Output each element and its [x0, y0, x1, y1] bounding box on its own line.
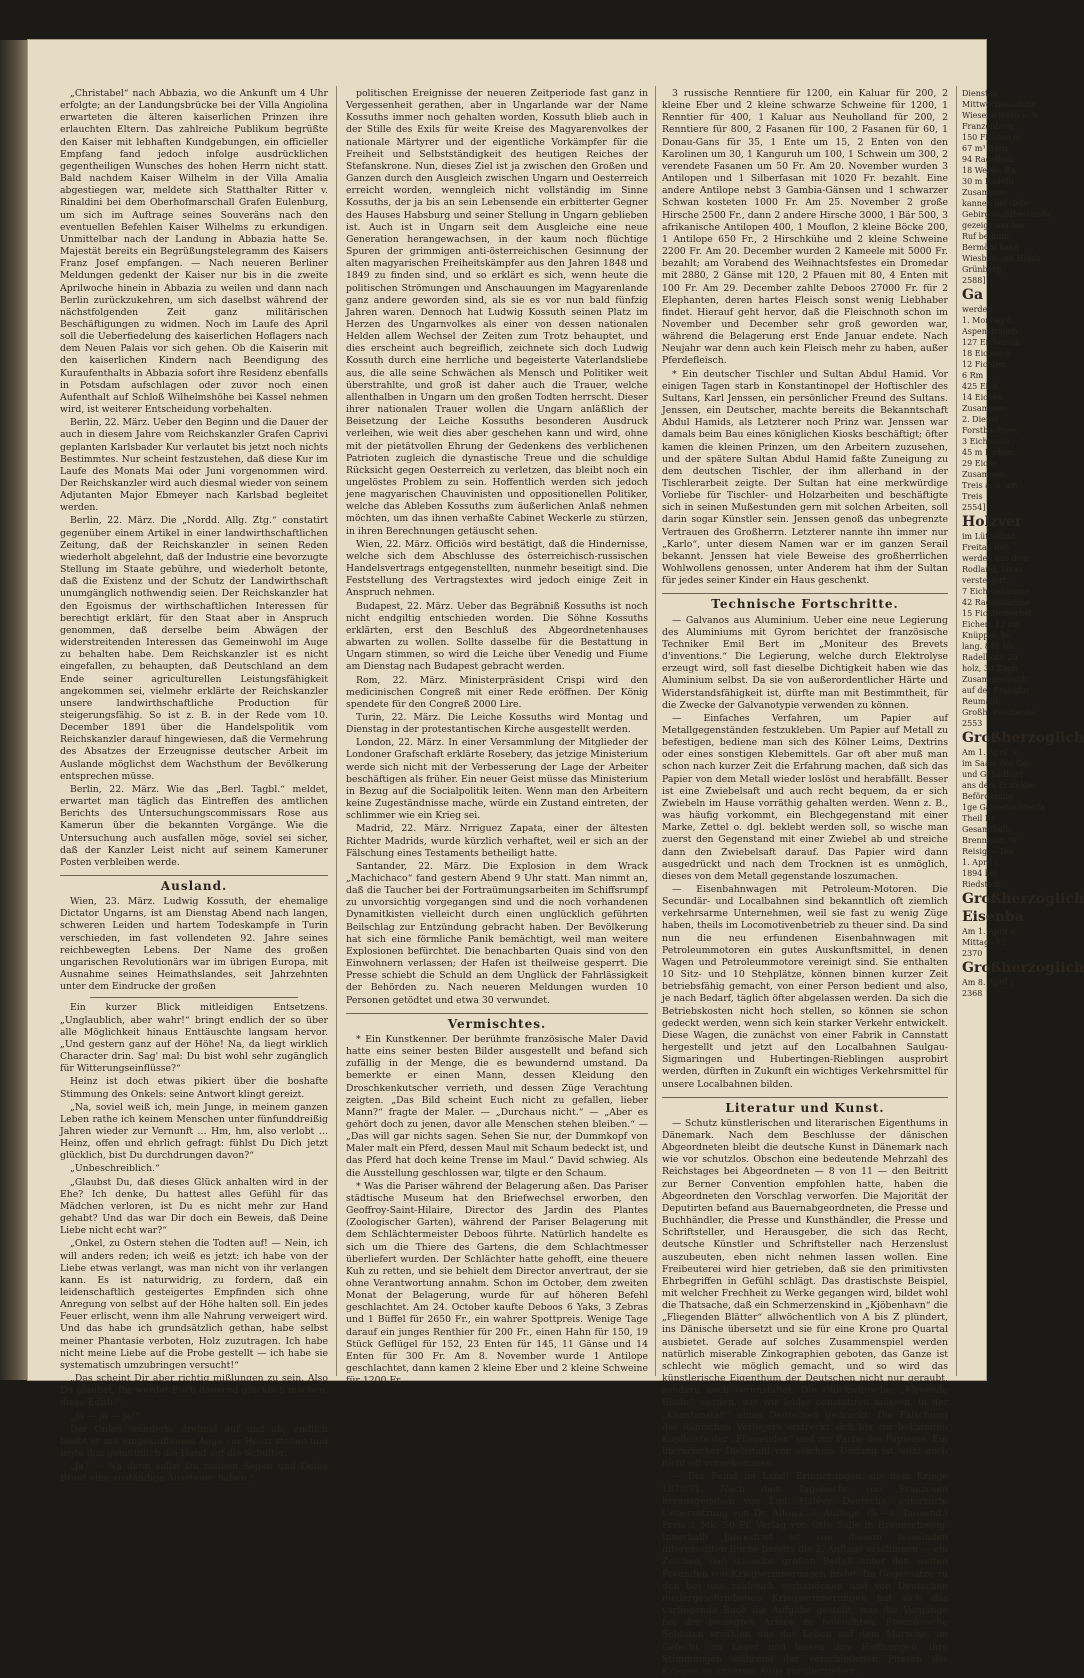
side-column-line: Treis [962, 492, 983, 501]
side-column-line: und Gehädhart [962, 770, 1024, 779]
side-column-line: Reumald. [962, 697, 1001, 706]
side-column-line: 18 Weide; Ra [962, 166, 1016, 175]
side-column-line: 150 Fichten m [962, 133, 1021, 142]
side-column-line: 94 Radelholz [962, 155, 1015, 164]
story-paragraph: „Ja — ja — ja!“ [70, 1410, 140, 1422]
side-column-line: 15 Fichtenberbst [962, 609, 1032, 618]
paragraph: — Schutz künstlerischen und literarischen Eigenthums in Dänemark. Nach dem Beschlusse der dänischen Abgeordneten bleibt die deutsche Kunst in Dänemark nach wie vor schutzlos. Obschon eine bedeutende Mehrzahl des Reichstages bei Abgeordneten — 8 von 11 — den Beitritt zur Berner Convention empfohlen hatte, haben die Abgeordneten den Vorschlag verworfen. Die Majorität der Deputirten befand aus Bauernabgeordneten, die Presse und Buchhändler, die Presse und Kunsthändler, die Presse und Schriftsteller, und Herausgeber, die sich das Recht, deutsche Künstler und Schriftsteller nach Herzenslust auszubeuten, eben nicht nehmen lassen wollen. Eine Freibeuterei wird hier getrieben, daß sie den primitivsten Ehrbegriffen in Gefühl schlägt. Das drastischste Beispiel, mit welcher Frechheit zu Werke gegangen wird, bildet wohl die Thatsache, daß ein Schmerzenskind in „Kjöbenhavn“ die „Fliegenden Blätter“ allwöchentlich von A bis Z plündert, ins Dänische übersetzt und sie für eine Krone pro Quartal ausbietet. Gerade auf solches Zusammenspiel werden natürlich miserable Zinkographien geboten, das Ganze ist schlecht wie möglich gemacht, und so wird das künstlerische Eigenthum der Deutschen nicht nur geraubt, sondern auch verunstaltet. Die Glückwünsche, „Flyvende Blade“ werden, wie wir leider constatiren müssen, in der „Kunstanstalt“ eines Deutschen gedruckt. Die Fälschung des dänischen Verlegers erstreckt sich bis zur bekannten Kopfleiste der „Fliegenden“ und zur Farbe des Papieres. Ein literarischer Diebstahl von solchem Umfang ist wohl noch nicht oft vorgekommen. [662, 1117, 948, 1470]
side-column-line: Grünberg [962, 265, 1002, 274]
side-column-line: 1ge Gänsenachtenfa [962, 803, 1046, 812]
side-column-line: versteigert: [962, 576, 1010, 585]
newspaper-page [28, 40, 1084, 1677]
side-column-line: Mittwochsausfuhr [962, 100, 1036, 109]
side-column-line: 2368 [962, 989, 983, 998]
section-heading-vermischtes: Vermischtes. [346, 1013, 648, 1030]
side-column-line: 29 Eiche [962, 459, 998, 468]
binding-edge [0, 40, 28, 1380]
side-column-line: Wiesenwiesen u. h [962, 111, 1038, 120]
paragraph: Wien, 23. März. Ludwig Kossuth, der ehemalige Dictator Ungarns, ist am Dienstag Abend nach langen, schweren Leiden und hartem Todeskampfe in Turin verschieden, im fast vollendeten 92. Jahre seines reichbewegten Lebens. Der Name des großen ungarischen Revolutionärs war im übrigen Europa, mit Ausnahme seines Heimathslandes, seit Jahrzehnten unter dem Eindrucke der großen [60, 896, 328, 993]
side-column-line: 45 m Eichen [962, 448, 1013, 457]
side-column-line: Brennholz: W [962, 836, 1017, 845]
column-3 [662, 88, 948, 1677]
side-column-line: Großherzoglich [962, 730, 1084, 746]
side-column-line: Am 1. April, v [962, 748, 1018, 757]
paragraph: 3 russische Renntiere für 1200, ein Kaluar für 200, 2 kleine Eber und 2 kleine schwarze Schweine für 1200, 1 Renntier für 400, 1 Kaluar aus Neuholland für 200, 2 Renntiere für 800, 2 Fasanen für 100, 2 Fasanen für 60, 1 Donau-Gans für 35, 1 Ente um 15, 2 Enten von den Karolinen um 30, 1 Kanguruh um 100, 1 Schwein um 300, 2 verendete Fasanen um 50 Fr. Am 20. November wurden 3 Antilopen und 1 Silberfasan mit 1020 Fr. bezahlt. Eine andere Antilope nebst 3 Gambia-Gänsen und 1 schwarzer Schwan kosteten 1000 Fr. Am 25. November 2 große Hirsche 2500 Fr., dann 2 andere Hirsche 3000, 1 Bär 500, 3 afrikanische Antilopen 400, 1 Mouflon, 2 kleine Böcke 200, 1 Antilope 650 Fr., 2 Hirschkühe und 2 kleine Schweine 2200 Fr. Am 20. December wurden 2 Kameele mit 5000 Fr. bezahlt; am Vorabend des Weihnachtsfestes ein Dromedar mit 2880, 2 Gänse mit 120, 2 Pfauen mit 80, 4 Enten mit 100 Fr. Am 29. December zahlte Deboos 27000 Fr. für 2 Elephanten, deren hartes Fleisch sonst wenig Liebhaber findet. Hierauf geht hervor, daß die Fleischnoth schon im November und December sehr groß geworden war, während die Belagerung erst Ende Januar endete. Nach Neujahr war denn auch kein Fleisch mehr zu haben, außer Pferdefleisch. [662, 88, 948, 367]
side-column-line: Mittags 12 [962, 938, 1006, 947]
side-column-line: Freitag den [962, 543, 1010, 552]
paragraph: Wien, 22. März. Officiös wird bestätigt, daß die Hindernisse, welche sich dem Abschlusse des österreichisch-russischen Handelsvertrags entgegenstellten, nunmehr beseitigt sind. Die Feststellung des Vertragstextes wird jedoch einige Zeit in Anspruch nehmen. [346, 538, 648, 599]
side-column-line: Aspenstrauch [962, 327, 1018, 336]
side-column-line: Gesamthalb- [962, 825, 1014, 834]
story-paragraph: „Unbeschreiblich.“ [70, 1163, 160, 1175]
paragraph: „Christabel“ nach Abbazia, wo die Ankunft um 4 Uhr erfolgte; an der Landungsbrücke bei der Villa Angiolina erwarteten die älteren kaiserlichen Prinzen ihre erlauchten Eltern. Das zahlreiche Publikum begrüßte den Kaiser mit lebhaften Kundgebungen, ein officieller Empfang fand jedoch infolge ausdrücklichen gegentheiligen Wunsches des hohen Herrn nicht statt. Bald nachdem Kaiser Wilhelm in der Villa Amalia abgestiegen war, meldete sich Statthalter Ritter v. Rinaldini bei dem Oberhofmarschall Grafen Eulenburg, um sich im Auftrage seines Souveräns nach den eventuellen Befehlen Kaiser Wilhelms zu erkundigen. Unmittelbar nach der Landung in Abbazia hatte Se. Majestät bereits ein Begrüßungstelegramm des Kaisers Franz Josef empfangen. — Nach neueren Berliner Meldungen gedenkt der Kaiser nur bis in die zweite Aprilwoche hinein in Abbazia zu weilen und dann nach Berlin zurückzukehren, um sich daselbst während der nächstfolgenden Zeit ganz militärischen Beschäftigungen zu widmen. Noch im Laufe des April soll die Ueberfiedelung des kaiserlichen Hoflagers nach dem Neuen Palais vor sich gehen. Ob die Kaiserin mit den kaiserlichen Kindern nach Beendigung des Kuraufenthalts in Abbazia sofort ihre Residenz ebenfalls in Potsdam aufschlagen oder zuvor noch einen Aufenthalt auf Schloß Wilhelmshöhe bei Kassel nehmen wird, ist weiterer Entscheidung vorbehalten. [60, 88, 328, 416]
side-column-line: Zusammen [962, 470, 1007, 479]
side-column-line: Treis a. d. am [962, 481, 1018, 490]
paragraph: Budapest, 22. März. Ueber das Begräbniß Kossuths ist noch nicht endgiltig entschieden worden. Die Söhne Kossuths erklärten, erst den Beschluß des Abgeordnetenhauses abwarten zu wollen. Sollte dasselbe für die Bestattung in Ungarn stimmen, so wird die Leiche über Venedig und Fiume am Dienstag nach Budapest gebracht werden. [346, 600, 648, 673]
column-4-cutoff [962, 88, 1084, 1368]
side-column-line: 6 Rm [962, 371, 984, 380]
side-column-line: Reisig — Die [962, 847, 1014, 856]
side-column-line: lang. 840 We [962, 642, 1015, 651]
side-column-line: Rodland, Strau [962, 565, 1024, 574]
paragraph: Berlin, 22. März. Wie das „Berl. Tagbl.“ meldet, erwartet man täglich das Eintreffen des amtlichen Berichts des Untersuchungscommissars Rose aus Kamerun über die bekannten Vorgänge. Wie die Untersuchung auch ausfallen möge, soviel sei sicher, daß der Kanzler Leist nicht auf seinem Kameruner Posten verbleiben werde. [60, 783, 328, 868]
side-column-line: 2588] [962, 276, 986, 285]
separator [90, 997, 298, 998]
side-column-line: Franzenberg [962, 122, 1015, 131]
side-column-line: Knüppel, bu [962, 631, 1012, 640]
side-column-line: 425 Eich [962, 382, 998, 391]
side-column-line: 2554] [962, 503, 986, 512]
side-column-line: 1894 bei [962, 869, 998, 878]
paragraph: Berlin, 22. März. Ueber den Beginn und die Dauer der auch in diesem Jahre vom Reichskanzler Grafen Caprivi geplanten Karlsbader Kur verlautet bis jetzt noch nichts Bestimmtes. Nur scheint festzustehen, daß diese Kur im Laufe des Monats Mai oder Juni vorgenommen wird. Der Reichskanzler wird auch diesmal wieder von seinem Adjutanten Major Ebmeyer nach Karlsbad begleitet werden. [60, 417, 328, 514]
side-column-line: Theil II) [962, 814, 995, 823]
paragraph: * Was die Pariser während der Belagerung aßen. Das Pariser städtische Museum hat den Briefwechsel erworben, den Geoffroy-Saint-Hilaire, Director des Jardin des Plantes (Zoologischer Garten), während der Pariser Belagerung mit dem Schlächtermeister Deboos führte. Natürlich handelte es sich um die Thiere des Gartens, die dem Schlachtmesser überliefert wurden. Der Schlächter hatte gehofft, eine theuere Kuh zu retten, und sie behielt dem Director anvertraut, der sie ohne Verantwortung annahm. Schon im October, dem zweiten Monat der Belagerung, wurde für auf höheren Befehl geschlachtet. Am 24. October kaufte Deboos 6 Yaks, 3 Zebras und 1 Büffel für 2650 Fr., ein wahrer Spottpreis. Wenige Tage darauf ein junges Renthier für 200 Fr., einen Hahn für 150, 19 Stück Geflügel für 152, 23 Enten für 145, 11 Gänse und 14 Enten für 300 Fr. Am 8. November wurde 1 Antilope geschlachtet, dann kamen 2 kleine Eber und 2 kleine Schweine für 1200 Fr., [346, 1180, 648, 1387]
side-column-line: Riedstadt [962, 880, 1001, 889]
side-column-line: 2553 [962, 719, 983, 728]
side-column-line: Ga [962, 287, 984, 303]
side-column-line: 7 Eichenstämme [962, 587, 1030, 596]
side-column-line: Großherzoglich [962, 960, 1084, 976]
side-column-line: Zusammen [962, 188, 1007, 197]
column-rule [655, 86, 656, 1376]
side-column-line: 2. Dienst [962, 415, 999, 424]
side-column-line: Eichen: 12 rm [962, 620, 1020, 629]
section-heading-ausland: Ausland. [60, 875, 328, 892]
side-column-line: kannen bei Gebe [962, 199, 1031, 208]
side-column-line: Zusammenkunft [962, 675, 1028, 684]
paragraph: Turin, 22. März. Die Leiche Kossuths wird Montag und Dienstag in der protestantischen Kirche ausgestellt werden. [346, 711, 648, 736]
side-column-line: Gebirgswaldbestände [962, 210, 1051, 219]
paragraph: — Einfaches Verfahren, um Papier auf Metallgegenständen festzukleben. Um Papier auf Metall zu befestigen, bediene man sich des Kölner Leims, Dextrins oder eines sonstigen Klebemittels. Gar oft aber muß man schon nach kurzer Zeit die Erfahrung machen, daß sich das Papier von dem Metall wieder loslöst und herabfällt. Besser ist eine Zwiebelsaft und auch recht bequem, da er sich Zwiebeln im Hause vorräthig gehalten werden. Wenn z. B., was häufig vorkommt, ein Blechgegenstand mit einer Marke, Zettel o. dgl. beklebt werden soll, so wische man zuerst den Gegenstand mit einer Zwiebel ab und streiche dann den Zwiebelsaft darauf. Das Papier wird dann ausgedrückt und nach dem Trocknen ist es unmöglich, dieses von dem Metall gegenstande loszumachen. [662, 712, 948, 882]
side-column-line: Holzver [962, 514, 1023, 530]
side-column-line: 30 m Radelh [962, 177, 1014, 186]
side-column-line: 127 Eichenstä [962, 338, 1020, 347]
side-column-line: im Lützellind [962, 532, 1016, 541]
side-column-line: werden [962, 305, 993, 314]
side-column-line: Forstbachsee, [962, 426, 1019, 435]
column-1 [60, 88, 328, 1485]
side-column-line: holz, 30 Zugh [962, 664, 1018, 673]
story-paragraph: Der Onkel wanderte dreimal auf und ab; endlich bleibt er mit eingekniffenem Auge vor Heinz stehen und legte ihm gemüthlich die Hand auf die Schulter. [60, 1423, 328, 1460]
story-paragraph: „Ja? — Na dann sollst Du meinen Segen und Deine Braut eine anständige Aussteuer haben.“ [60, 1461, 328, 1485]
paragraph: — Der Feind im Land! Erinnerungen aus dem Kriege 1870/71. Nach dem Tagebuche von Franzosen herausgegeben von Lud. Halévy. Deutsche, autorisirte Uebersetzung von Dr. Altona. 3. Auflage. (5.—8. Tausend.) Preis 1 Mk. 50 Pf. Verlag von Otto Salle in Braunschweig. Innerhalb Jahresfrist ist von diesem fesselnden interessanten Buche bereits die 3. Auflage erschienen — ein Zeichen, daß dasselbe großen Beifall unter den weiten Freunden von Kriegserinnerungen findet. Im Gegensatze zu den bei uns zahlreich vorhandenen und von Deutschen niedergeschriebenen Kriegserinnerungen hat sich das vorliegende Buch die Aufgabe gestellt, was die Vorgänge bei der besiegten Armee zu beleuchten. Französische Soldaten erzählen uns das Leben auf dem Marsche, im Gefecht, im Lager und lassen ihre Hoffnungen, ihre Stimmungen während der verschiedenen Phasen des Krieges an unserem Auge vorüberziehen. [662, 1471, 948, 1677]
side-column-line: Am 8. April s [962, 978, 1015, 987]
paragraph: — Eisenbahnwagen mit Petroleum-Motoren. Die Secundär- und Localbahnen sind bekanntlich oft ziemlich verkehrsarme Unternehmen, weil sie fast zu wenig Züge haben, theils im Locomotivenbetrieb zu theuer sind. Da sind nun die neu erfundenen Eisenbahnwagen mit Petroleummotoren ein gutes Auskunftsmittel, in denen Wagen und Petroleummotore vereinigt sind. Sie enthalten 10 Sitz- und 10 Stehplätze, können binnen kurzer Zeit betriebsfähig gemacht, von einer Person bedient und also, je nach Bedarf, täglich öfter abgelassen werden. Da sich die Betriebskosten nicht hoch stellen, so können sie schon gedeckt werden, wenn sich kein starker Verkehr entwickelt. Diese Wagen, die zunächst von einer Fabrik in Cannstatt hergestellt und jetzt auf den Localbahnen Saulgau-Sigmaringen und Hubertingen-Rieblingen ausprobirt werden, dürften in Zukunft ein wichtiges Verkehrsmittel für unsere Localbahnen bilden. [662, 884, 948, 1090]
side-column-line: Zusammen [962, 404, 1007, 413]
paragraph: politischen Ereignisse der neueren Zeitperiode fast ganz in Vergessenheit gerathen, aber in Ungarlande war der Name Kossuths immer noch gehalten worden, Kossuth blieb auch in der Stille des Exils für weite Kreise des Magyarenvolkes der nationale Märtyrer und der eigentliche Vorkämpfer für die Freiheit und Selbstständigkeit des heutigen Reiches der Stefanskrone. Nun, dieses Ziel ist ja zwischen den Großen und Ganzen durch den Ausgleich zwischen Ungarn und Oesterreich erreicht worden, wenngleich nicht vollständig im Sinne Kossuths, der ja bis an sein Lebensende ein erbitterter Gegner des Hauses Habsburg und seiner Stellung in Ungarn geblieben ist. Auch ist in Ungarn seit dem Ausgleiche eine neue Generation herangewachsen, in der kaum noch flüchtige Spuren der grimmigen anti-österreichischen Gesinnung der alten magyarischen Freiheitskämpfer aus den Jahren 1848 und 1849 zu finden sind, und so erklärt es sich, wenn heute die politischen Strömungen und Anschauungen im Magyarenlande ganz andere geworden sind, als sie es vor nun bald fünfzig Jahren waren. Dennoch hat Ludwig Kossuth seinen Platz im Herzen des Ungarnvolkes als einer von dessen nationalen Helden allem Wechsel der Zeiten zum Trotz behauptet, und dies erscheint auch begreiflich, zeichnete sich doch Ludwig Kossuth durch eine herrliche und begeisterte Vaterlandsliebe aus, die alle seine Schwächen als Mensch und Politiker weit überstrahlte, und groß ist daher auch die Trauer, welche allenthalben in Ungarn um den großen Todten herrscht. Dieser ihrer nationalen Trauer wollen die Ungarn anläßlich der Beisetzung der Leiche Kossuths besonderen Ausdruck verleihen, wie weit dies aber geschehen kann und wird, ohne mit der pietätvollen Ehrung der Gedenkens des verblichenen Patrioten zugleich die dynastische Treue und die schuldige Rücksicht gegen Oesterreich zu verletzen, das bleibt noch ein ungelöstes Problem zu sein. Hoffentlich werden sich jedoch jene magyarischen Chauvinisten und oppositionellen Politiker, welche das Ableben Kossuths zum äußerlichen Anlaß nehmen möchten, um das ihnen verhaßte Cabinet Weckerle zu stürzen, in ihren Berechnungen getäuscht sehen. [346, 88, 648, 537]
side-column-line: Beförderung [962, 792, 1014, 801]
column-2 [346, 88, 648, 1387]
paragraph: Berlin, 22. März. Die „Nordd. Allg. Ztg.“ constatirt gegenüber einem Artikel in einer landwirthschaftlichen Zeitung, daß der Reichskanzler in seinen Reden wiederholt abgelehnt, daß der Industrie eine bevorzugte Stellung im Staate gebühre, und wiederholt betonte, daß die Existenz und der Schutz der Landwirthschaft unumgänglich nothwendig seien. Der Reichskanzler hat den Egoismus der wirthschaftlichen Interessen für berechtigt erklärt, für den Staat aber in Anspruch genommen, daß derselbe beim Abwägen der widerstreitenden Interessen das Gemeinwohl im Auge zu behalten habe. Dem Reichskanzler ist es nicht eingefallen, zu behaupten, daß Deutschland an dem Ende seiner agriculturellen Leistungsfähigkeit angekommen sei, vielmehr erklärte der Reichskanzler unsere landwirthschaftliche Production für steigerungsfähig. So ist z. B. in der Rede vom 10. December 1891 über die Handelspolitik vom Reichskanzler darauf hingewiesen, daß die Vermehrung des Absatzes der Erzeugnisse deutscher Arbeit im Auslande möglichst dem Wachsthum der Bevölkerung entsprechen müsse. [60, 515, 328, 782]
side-column-line: Dienstag [962, 89, 999, 98]
side-column-line: Großherzoglich [962, 891, 1084, 907]
side-column-line: 1. Montag d [962, 316, 1012, 325]
story-paragraph: „Glaubst Du, daß dieses Glück anhalten wird in der Ehe? Ich denke, Du hattest alles Gefühl für das Mädchen verloren, ist Du es nicht mehr zur Hand gehabt? Und das war Dir doch ein Beweis, daß Deine Liebe nicht echt war?“ [60, 1176, 328, 1237]
side-column-line: 2370 [962, 949, 983, 958]
side-column-line: Bermöhl kann [962, 243, 1020, 252]
side-column-line: gezeigt werden [962, 221, 1025, 230]
section-heading-technik: Technische Fortschritte. [662, 593, 948, 610]
story-paragraph: „Onkel, zu Ostern stehen die Todten auf! — Nein, ich will anders reden; ich weiß es jetzt: ich habe von der Liebe etwas verlangt, was man nicht von ihr verlangen kann. Es ist naturwidrig, zu fordern, daß ein leidenschaftlich gesteigertes Empfinden sich ohne Anregung von selbst auf der Höhe halten soll. Ein jedes Feuer erlischt, wenn ihm alle Nahrung verweigert wird. Und das habe ich grundsätzlich gethan, habe selbst meiner Phantasie verboten, Holz zuzutragen. Ich habe nicht meine Liebe auf die Probe gestellt — ich habe sie systematisch umzubringen versucht!“ [60, 1238, 328, 1371]
side-column-line: Großh. Reichenba [962, 708, 1036, 717]
story-paragraph: „Na, soviel weiß ich, mein Junge, in meinem ganzen Leben rathe ich keinem Menschen unter fünfunddreißig Jahren wieder zur Vernunft … Hm, hm, also verlobt … Heinz, offen und ehrlich gefragt: fühlst Du Dich jetzt glücklich, bist Du durchdrungen davon?“ [60, 1101, 328, 1162]
paragraph: Santander, 22. März. Die Explosion in dem Wrack „Machichaco“ fand gestern Abend 9 Uhr statt. Man nimmt an, daß die Taucher bei der Fortraümungsarbeiten im Schiffsrumpf zu unvorsichtig vorgegangen sind und die noch vorhandenen Dynamitkisten vielleicht durch einen unglücklich geführten Beilschlag zur Entzündung gebracht haben. Der Bevölkerung hat sich eine förmliche Panik bemächtigt, weil man weitere Explosionen befürchtet. Die benachbarten Quais sind von den Einwohnern verlassen; der Hafen ist theilweise gesperrt. Die Presse schiebt die Schuld an dem Unglück der Fahrlässigkeit der Behörden zu. Nach neueren Meldungen wurden 10 Personen getödtet und etwa 30 verwundet. [346, 860, 648, 1006]
paragraph: — Galvanos aus Aluminium. Ueber eine neue Legierung des Aluminiums mit Gyrom berichtet der französische Techniker Emil Bert im „Moniteur des Brevets d'inventions.“ Die Legierung, welche durch Elektrolyse erzeugt wird, soll fast dieselbe Dichtigkeit haben wie das Aluminium selbst. Da sie von außerordentlicher Härte und Widerstandsfähigkeit ist, dürfte man mit Bestimmtheit, für die Zwecke der Galvanotypie verwenden zu können. [662, 614, 948, 711]
side-column-line: Am 1. April s. [962, 927, 1018, 936]
paragraph: * Ein deutscher Tischler und Sultan Abdul Hamid. Vor einigen Tagen starb in Konstantinopel der Hoftischler des Sultans, Karl Jenssen, ein persönlicher Freund des Sultans. Jenssen, ein Deutscher, machte bereits die Bekanntschaft Abdul Hamids, als Letzterer noch Prinz war. Jenssen war damals beim Bau eines königlichen Kiosks beschäftigt; öfter kamen die kleinen Prinzen, um den Arbeitern zuzusehen, und der spätere Sultan Abdul Hamid faßte Zuneigung zu dem deutschen Tischler, der ihm allerhand in der Tischlerarbeit zeigte. Der Sultan hat eine merkwürdige Vorliebe für Tischler- und Holzarbeiten und beschäftigte sich in seinen Mußestunden gern mit solchen Arbeiten, soll darin sogar Künstler sein. Jenssen genoß das unbegrenzte Vertrauen des Großherrn. Letzterer nannte ihn immer nur „Karlo“, unter diesem Namen war er im ganzen Serail bekannt. Jenssen hat viele Beweise des großherrlichen Wohlwollens genossen, unter Anderem hat ihm der Sultan für jedes seiner Kinder ein Haus geschenkt. [662, 368, 948, 587]
side-column-line: 67 m³ Beru [962, 144, 1008, 153]
section-heading-literatur: Literatur und Kunst. [662, 1097, 948, 1114]
side-column-line: im Saale des Gas [962, 759, 1032, 768]
paragraph: * Ein Kunstkenner. Der berühmte französische Maler David hatte eins seiner besten Bilder ausgestellt und befand sich zufällig in der Menge, die es bewundernd umstand. Da bemerkte er einen Mann, dessen Kleidung den Droschkenkutscher verrieth, und dessen Züge Verachtung zeigten. „Das Bild scheint Euch nicht zu gefallen, lieber Mann?“ fragte der Maler. — „Durchaus nicht.“ — „Aber es gehört doch zu jenen, davor alle Menschen stehen bleiben.“ — „Das will gar nichts sagen. Sehen Sie nur, der Dummkopf von Maler malt ein Pferd, dessen Maul mit Schaum bedeckt ist, und das Pferd hat doch keine Trense im Maul.“ David schwieg. Als die Ausstellung geschlossen war, tilgte er den Schaum. [346, 1033, 648, 1179]
side-column-line: 1. April s. [962, 858, 1002, 867]
paragraph: Madrid, 22. März. Nrriguez Zapata, einer der ältesten Richter Madrids, wurde kürzlich verhaftet, weil er sich an der Fälschung eines Testaments betheiligt hatte. [346, 823, 648, 859]
story-paragraph: Heinz ist doch etwas pikiert über die boshafte Stimmung des Onkels: seine Antwort klingt gereizt. [60, 1076, 328, 1100]
side-column-line: Wiesbad; am Holzb [962, 254, 1041, 263]
paragraph: London, 22. März. In einer Versammlung der Mitglieder der Londoner Grafschaft erklärte Rosebery, das jetzige Ministerium werde sich nicht mit der Verbesserung der Lage der Arbeiter beschäftigen als früher. Ein neuer Geist müsse das Ministerium in Bezug auf die Socialpolitik leiten. Wenn man den Arbeitern keine Zugeständnisse mache, würde ein Zustand eintreten, der schlimmer wie ein Krieg sei. [346, 737, 648, 822]
side-column-line: werden aus dem [962, 554, 1029, 563]
story-paragraph: Ein kurzer Blick mitleidigen Entsetzens. „Unglaublich, aber wahr!“ bringt endlich der so über alle Möglichkeit hinaus Enttäuschte langsam hervor. „Und gestern ganz auf der Höhe! Na, da liegt wirklich Character drin. Sag' mal: Du bist wohl sehr zugänglich für Witterungseinflüsse?“ [60, 1002, 328, 1075]
side-column-line: auf der Frankfur [962, 686, 1030, 695]
paragraph: Rom, 22. März. Ministerpräsident Crispi wird den medicinischen Congreß mit einer Rede eröffnen. Der König spendete für den Congreß 2000 Lire. [346, 674, 648, 710]
side-column-line: 18 Eichen-S [962, 349, 1011, 358]
side-column-line: ans dem Erzfelder [962, 781, 1037, 790]
column-rule [956, 86, 957, 1376]
side-column-line: Eisenba [962, 909, 1024, 925]
side-column-line: Ruf beginnt [962, 232, 1010, 241]
side-column-line: 42 Radelstämme [962, 598, 1031, 607]
side-column-line: 12 Fichten [962, 360, 1006, 369]
column-rule [336, 86, 337, 1376]
side-column-line: 3 Eichenstä [962, 437, 1010, 446]
side-column-line: Radelholz: 20 [962, 653, 1018, 662]
story-paragraph: „Das scheint Dir aber richtig mißlungen zu sein. Also Du glaubst, Ihr werdet Euch dauernd glücklich machen, diese Edith?“ [60, 1373, 328, 1409]
side-column-line: 14 Eichen [962, 393, 1003, 402]
